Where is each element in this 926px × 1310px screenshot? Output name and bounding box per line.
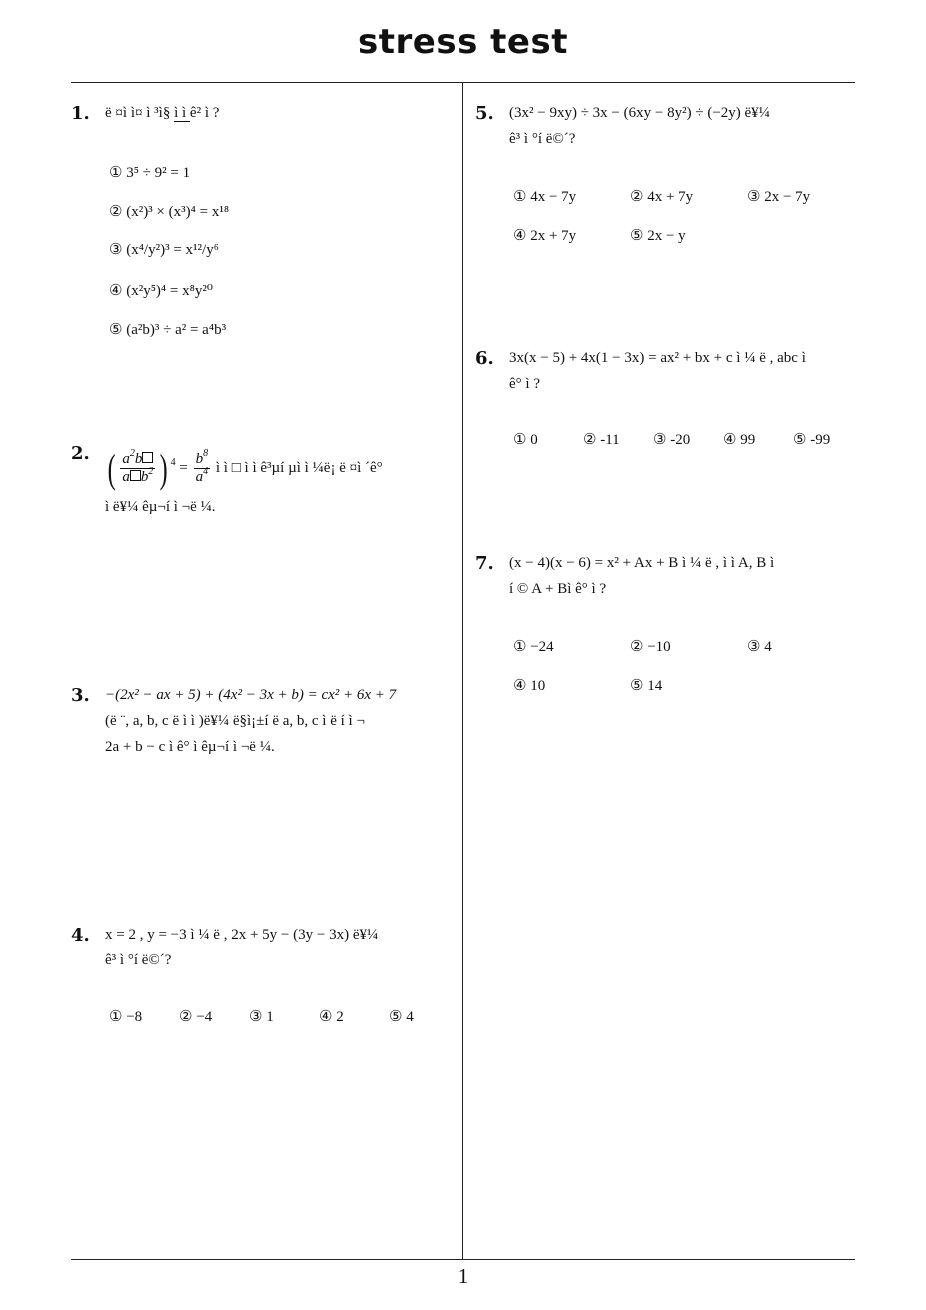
question-4 bbox=[71, 925, 456, 1035]
option-3[interactable]: ③ (x⁴/y²)³ = x¹²/y⁶ bbox=[109, 242, 219, 258]
option-5[interactable]: ⑤ 2x − y bbox=[630, 228, 686, 244]
underlined-text: ì ì bbox=[174, 105, 190, 121]
question-line-2: ê° ì ? bbox=[509, 376, 540, 392]
option-2[interactable]: ② -11 bbox=[583, 432, 620, 448]
header-rule bbox=[71, 82, 855, 83]
question-line-1: (x − 4)(x − 6) = x² + Ax + B ì ¼ ë , ì ì A, B ì bbox=[509, 555, 775, 571]
question-number: 3. bbox=[71, 685, 90, 706]
option-3[interactable]: ③ 1 bbox=[249, 1009, 274, 1025]
option-5[interactable]: ⑤ 4 bbox=[389, 1009, 414, 1025]
option-4[interactable]: ④ 2x + 7y bbox=[513, 228, 577, 244]
question-number: 2. bbox=[71, 443, 90, 464]
question-formula: ( $\frac{a^2b}{a b^2}$ ) $^4$ = $\frac{b^8}{a^4}$ ì ì □ ì ì ê³µí µì ì ¼ë¡ ë ¤ì ´ê° bbox=[107, 446, 383, 491]
option-4[interactable]: ④ (x²y⁵)⁴ = x⁸y²⁰ bbox=[109, 283, 213, 299]
question-3 bbox=[71, 685, 456, 765]
option-2[interactable]: ② (x²)³ × (x³)⁴ = x¹⁸ bbox=[109, 204, 230, 220]
question-7 bbox=[475, 553, 860, 698]
page-title: stress test bbox=[358, 22, 568, 62]
option-2[interactable]: ② −4 bbox=[179, 1009, 213, 1025]
page-number: 1 bbox=[457, 1264, 469, 1288]
question-text: ì ì □ ì ì ê³µí µì ì ¼ë¡ ë ¤ì ´ê° bbox=[215, 459, 383, 476]
option-1[interactable]: ① 3⁵ ÷ 9² = 1 bbox=[109, 165, 191, 181]
option-5[interactable]: ⑤ 14 bbox=[630, 678, 663, 694]
option-3[interactable]: ③ 2x − 7y bbox=[747, 189, 811, 205]
option-2[interactable]: ② −10 bbox=[630, 639, 671, 655]
question-line-3: 2a + b − c ì ê° ì êµ¬í ì ¬ë ¼. bbox=[105, 739, 275, 755]
question-stem: ë ¤ì ì¤ ì ³ì§ ì ì ê² ì ? bbox=[105, 105, 220, 121]
question-number: 6. bbox=[475, 348, 494, 369]
question-1 bbox=[71, 103, 451, 363]
question-line-1: x = 2 , y = −3 ì ¼ ë , 2x + 5y − (3y − 3x) ë¥¼ bbox=[105, 927, 379, 943]
option-2[interactable]: ② 4x + 7y bbox=[630, 189, 694, 205]
option-5[interactable]: ⑤ (a²b)³ ÷ a² = a⁴b³ bbox=[109, 322, 227, 338]
question-line-2: ê³ ì °í ë©´? bbox=[105, 952, 172, 968]
option-1[interactable]: ① −8 bbox=[109, 1009, 143, 1025]
question-line-1: 3x(x − 5) + 4x(1 − 3x) = ax² + bx + c ì ¼ ë , abc ì bbox=[509, 350, 806, 366]
question-line-2: í © A + Bì ê° ì ? bbox=[509, 581, 607, 597]
option-4[interactable]: ④ 10 bbox=[513, 678, 546, 694]
option-3[interactable]: ③ 4 bbox=[747, 639, 772, 655]
question-2 bbox=[71, 443, 456, 523]
option-1[interactable]: ① 0 bbox=[513, 432, 538, 448]
question-line-1: (3x² − 9xy) ÷ 3x − (6xy − 8y²) ÷ (−2y) ë¥¼ bbox=[509, 105, 770, 121]
option-4[interactable]: ④ 2 bbox=[319, 1009, 344, 1025]
question-line-1: −(2x² − ax + 5) + (4x² − 3x + b) = cx² + 6x + 7 bbox=[105, 687, 397, 703]
question-line-2: (ë ¨, a, b, c ë ì ì )ë¥¼ ë§ì¡±í ë a, b, c ì ë í ì ¬ bbox=[105, 713, 365, 729]
question-number: 4. bbox=[71, 925, 90, 946]
question-line-2: ê³ ì °í ë©´? bbox=[509, 131, 576, 147]
option-3[interactable]: ③ -20 bbox=[653, 432, 691, 448]
question-5 bbox=[475, 103, 860, 248]
option-1[interactable]: ① 4x − 7y bbox=[513, 189, 577, 205]
question-number: 5. bbox=[475, 103, 494, 124]
question-number: 7. bbox=[475, 553, 494, 574]
footer-rule bbox=[71, 1259, 855, 1260]
option-1[interactable]: ① −24 bbox=[513, 639, 554, 655]
option-4[interactable]: ④ 99 bbox=[723, 432, 756, 448]
question-text-line-2: ì ë¥¼ êµ¬í ì ¬ë ¼. bbox=[105, 499, 216, 515]
option-5[interactable]: ⑤ -99 bbox=[793, 432, 831, 448]
question-number: 1. bbox=[71, 103, 90, 124]
column-divider bbox=[462, 83, 463, 1259]
question-6 bbox=[475, 348, 860, 453]
